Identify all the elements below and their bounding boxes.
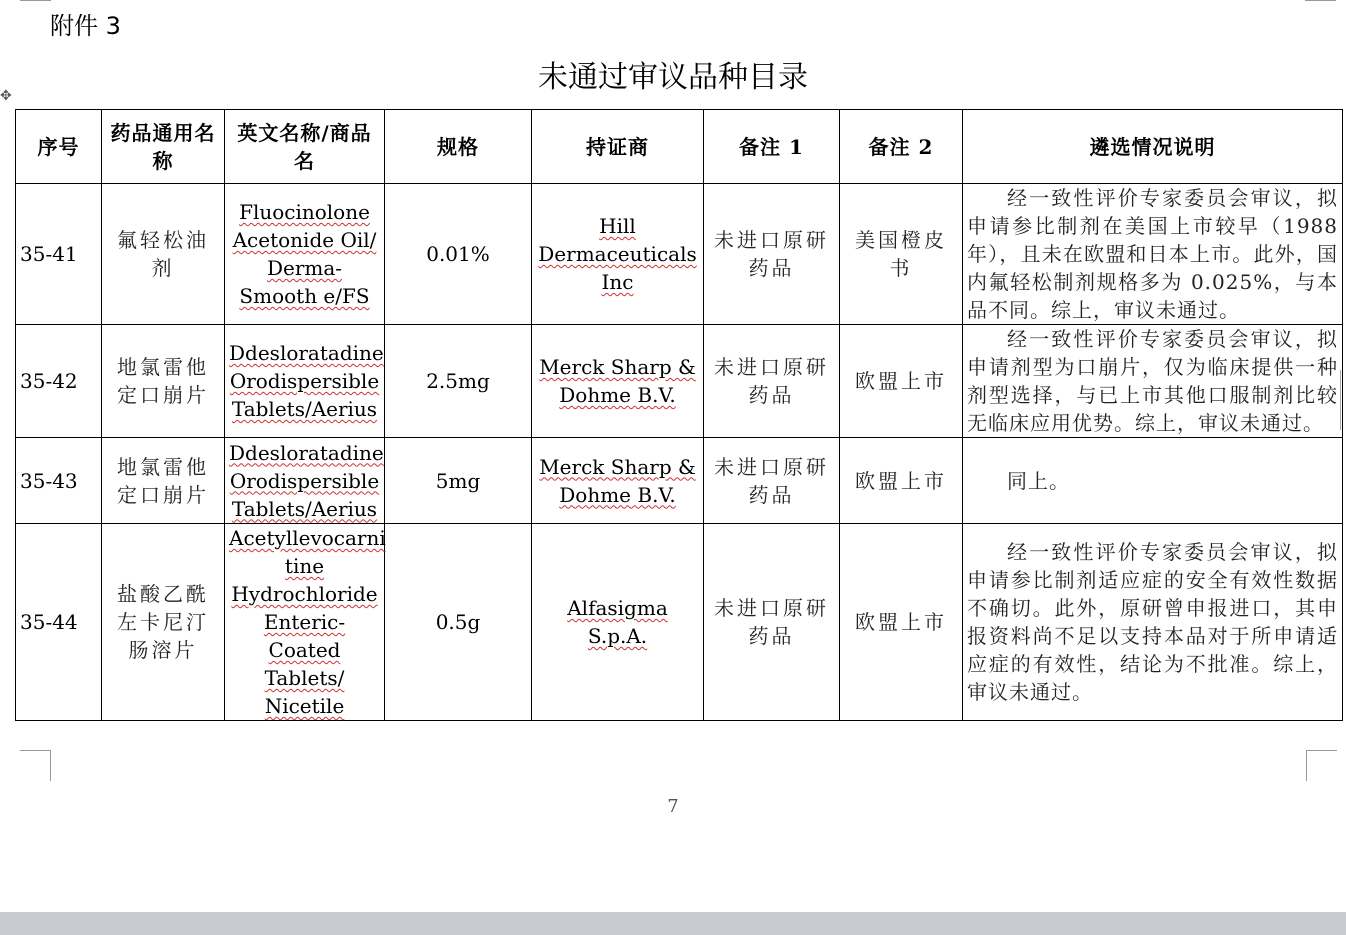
row-no: 35-43	[16, 438, 102, 524]
row-note1: 未进口原研药品	[704, 325, 840, 438]
header-note1: 备注 1	[704, 110, 840, 184]
header-note2: 备注 2	[840, 110, 963, 184]
row-generic-name: 地氯雷他定口崩片	[102, 325, 225, 438]
page-edge-marker	[1340, 370, 1346, 430]
row-holder: Hill Dermaceuticals Inc	[538, 214, 697, 294]
table-row	[16, 184, 1343, 325]
row-note2: 美国橙皮书	[840, 184, 963, 325]
row-note1: 未进口原研药品	[704, 184, 840, 325]
row-note1: 未进口原研药品	[704, 524, 840, 721]
row-holder: Alfasigma S.p.A.	[567, 596, 668, 648]
row-no: 35-42	[16, 325, 102, 438]
header-generic-name: 药品通用名称	[102, 110, 225, 184]
row-spec: 0.01%	[385, 184, 532, 325]
crop-mark-top-right	[1305, 0, 1336, 1]
row-note2: 欧盟上市	[840, 438, 963, 524]
row-english-name: Fluocinolone Acetonide Oil/ Derma-Smooth e/FS	[232, 200, 377, 308]
row-explanation: 经一致性评价专家委员会审议，拟申请参比制剂适应症的安全有效性数据不确切。此外，原研曾申报进口，其申报资料尚不足以支持本品对于所申请适应症的有效性，结论为不批准。综上，审议未通过。	[967, 540, 1338, 704]
row-no: 35-41	[16, 184, 102, 325]
row-note2: 欧盟上市	[840, 325, 963, 438]
row-english-name: Ddesloratadine Orodispersible Tablets/Aerius	[229, 341, 384, 421]
row-spec: 2.5mg	[385, 325, 532, 438]
row-english-name: Acetyllevocarni tine Hydrochloride Enteric-Coated Tablets/ Nicetile	[229, 526, 386, 718]
table-row	[16, 325, 1343, 438]
row-english-name: Ddesloratadine Orodispersible Tablets/Aerius	[229, 440, 384, 521]
drug-table	[15, 109, 1343, 721]
row-note1: 未进口原研药品	[704, 438, 840, 524]
row-generic-name: 氟轻松油剂	[102, 184, 225, 325]
header-spec: 规格	[385, 110, 532, 184]
crop-mark-top-left	[20, 0, 51, 1]
row-explanation: 经一致性评价专家委员会审议，拟申请参比制剂在美国上市较早（1988年），且未在欧盟和日本上市。此外，国内氟轻松制剂规格多为 0.025%，与本品不同。综上，审议未通过。	[967, 186, 1338, 322]
row-generic-name: 盐酸乙酰左卡尼汀肠溶片	[102, 524, 225, 721]
table-row	[16, 524, 1343, 721]
attachment-label: 附件 3	[50, 12, 121, 40]
header-explanation: 遴选情况说明	[963, 110, 1343, 184]
table-header-row	[16, 110, 1343, 184]
header-no: 序号	[16, 110, 102, 184]
row-spec: 0.5g	[385, 524, 532, 721]
row-generic-name: 地氯雷他定口崩片	[102, 438, 225, 524]
page-number: 7	[667, 796, 679, 817]
row-explanation: 同上。	[1007, 468, 1070, 493]
crop-mark-bottom-left	[20, 750, 51, 781]
row-note2: 欧盟上市	[840, 524, 963, 721]
row-explanation: 经一致性评价专家委员会审议，拟申请剂型为口崩片，仅为临床提供一种剂型选择，与已上市其他口服制剂比较无临床应用优势。综上，审议未通过。	[967, 327, 1338, 435]
row-no: 35-44	[16, 524, 102, 721]
row-spec: 5mg	[385, 438, 532, 524]
row-holder: Merck Sharp & Dohme B.V.	[539, 454, 696, 507]
page-title: 未通过审议品种目录	[538, 60, 808, 95]
table-row	[16, 438, 1343, 524]
header-english-name: 英文名称/商品名	[225, 110, 385, 184]
crop-mark-bottom-right	[1306, 750, 1337, 781]
header-holder: 持证商	[532, 110, 704, 184]
table-move-handle-icon[interactable]: ✥	[0, 88, 12, 104]
page-gap-bar	[0, 912, 1346, 935]
row-holder: Merck Sharp & Dohme B.V.	[539, 355, 696, 407]
